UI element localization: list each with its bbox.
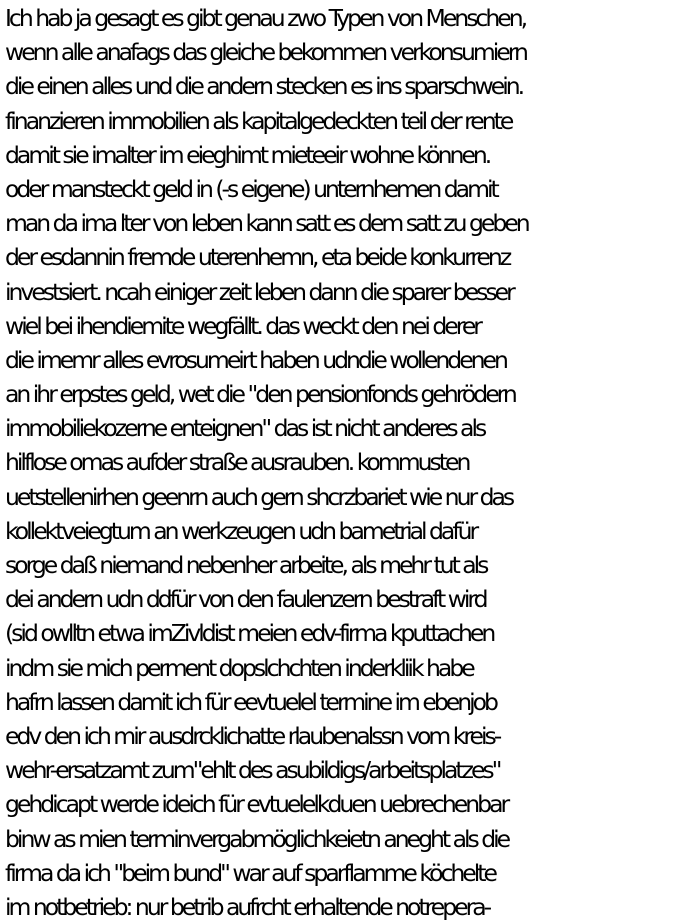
text-line: hilflose omas aufder straße ausrauben. kommusten — [5, 448, 469, 477]
text-line: immobiliekozerne enteignen" das ist nicht anderes als — [5, 414, 485, 443]
text-line: die imemr alles evrosumeirt haben udndie wollendenen — [5, 345, 506, 374]
text-line: damit sie imalter im eieghimt mieteeir wohne können. — [5, 140, 490, 169]
text-line: die einen alles und die andern stecken es ins sparschwein. — [5, 72, 523, 101]
text-line: gehdicapt werde ideich für evtuelelkduen uebrechenbar — [5, 790, 508, 819]
text-line: indm sie mich perment dopslchchten inderkliik habe — [5, 653, 473, 682]
text-line: man da ima lter von leben kann satt es dem satt zu geben — [5, 209, 528, 238]
text-line: dei andern udn ddfür von den faulenzern bestraft wird — [5, 585, 486, 614]
text-line: firma da ich "beim bund" war auf sparflamme köchelte — [5, 858, 495, 887]
text-line: hafrn lassen damit ich für eevtuelel termine im ebenjob — [5, 687, 496, 716]
text-line: wenn alle anafags das gleiche bekommen verkonsumiern — [5, 38, 526, 67]
text-line: im notbetrieb: nur betrib aufrcht erhaltende notrepera- — [5, 892, 490, 920]
text-line: an ihr erpstes geld, wet die "den pensionfonds gehrödern — [5, 380, 515, 409]
text-line: finanzieren immobilien als kapitalgedeckten teil der rente — [5, 106, 512, 135]
text-block — [5, 1, 684, 920]
text-line: sorge daß niemand nebenher arbeite, als mehr tut als — [5, 551, 487, 579]
text-line: investsiert. ncah einiger zeit leben dann die sparer besser — [5, 277, 513, 306]
text-line: wiel bei ihendiemite wegfällt. das weckt den nei derer — [5, 311, 480, 340]
text-line: Ich hab ja gesagt es gibt genau zwo Typen von Menschen, — [5, 4, 526, 32]
text-line: uetstellenirhen geenrn auch gern shcrzbariet wie nur das — [5, 482, 513, 511]
text-line: binw as mien terminvergabmöglichkeietn aneght als die — [5, 824, 509, 853]
text-line: oder mansteckt geld in (-s eigene) unternhemen damit — [5, 174, 497, 203]
text-line: (sid owlltn etwa imZivldist meien edv-firma kputtachen — [5, 619, 494, 648]
text-line: wehr-ersatzamt zum"ehlt des asubildigs/arbeitsplatzes" — [5, 756, 500, 785]
text-line: kollektveiegtum an werkzeugen udn bametrial dafür — [5, 516, 477, 545]
text-line: edv den ich mir ausdrcklichatte rlaubenalssn vom kreis- — [5, 721, 500, 750]
text-line: der esdannin fremde uterenhemn, eta beide konkurrenz — [5, 243, 510, 272]
